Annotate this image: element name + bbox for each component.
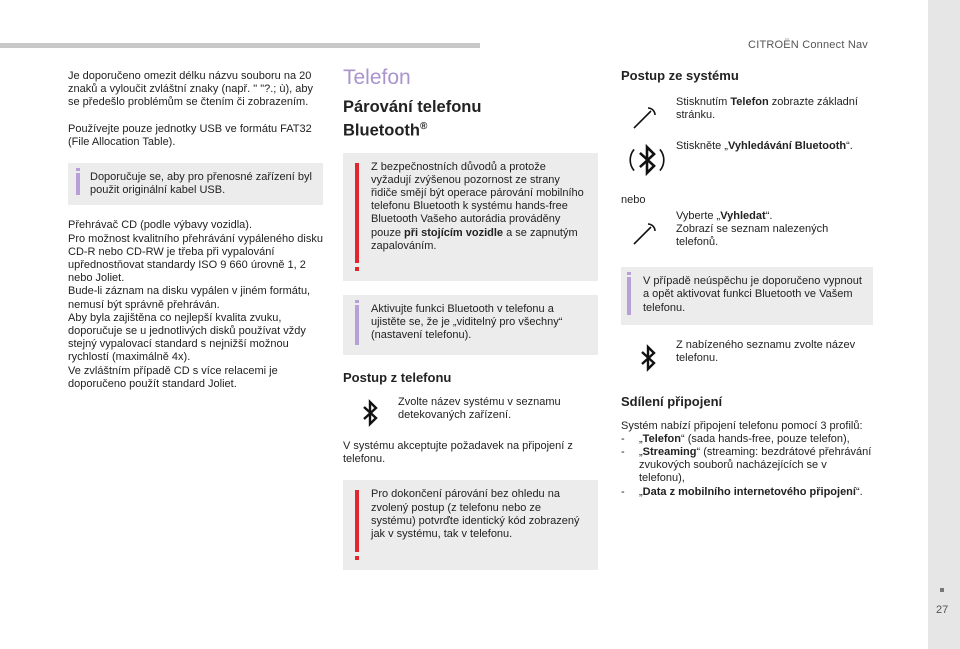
pairing-heading-text: Párování telefonu Bluetooth (343, 98, 482, 140)
step-text-bold: Telefon (730, 96, 769, 108)
list-text-part: „ (639, 485, 643, 498)
step-text-part: Stisknutím (676, 96, 731, 108)
list-item (621, 433, 873, 446)
pairing-heading (343, 98, 533, 141)
list-text-bold: Data z mobilního internetového připojení (642, 485, 856, 498)
page-number: 27 (936, 604, 949, 616)
list-dash: - (621, 432, 625, 445)
column-3 (621, 68, 873, 499)
usb-cable-note (68, 163, 323, 205)
brand-name: CITROËN Connect Nav (748, 39, 868, 51)
warning-text-part: Z bezpečnostních důvodů a protože vyžadují zvýšenou pozornost ze strany řidiče smějí být operace párování mobilního telefonu Bluetooth k systému hands-free Bluetooth Vašeho autorádia prováděny pouze (371, 160, 584, 239)
phone-procedure-heading: Postup z telefonu (343, 369, 452, 385)
profiles-paragraph: Systém nabízí připojení telefonu pomocí 3 profilů: (621, 419, 863, 432)
pairing-code-text: Pro dokončení párování bez ohledu na zvolený postup (z telefonu nebo ze systému) potvrďte identický kód zobrazený jak v systému, tak v telefonu. (371, 488, 580, 540)
profiles-list (621, 433, 873, 499)
touch-icon (631, 214, 665, 248)
cd-line: Aby byla zajištěna co nejlepší kvalita zvuku, doporučuje se u jednotlivých disků používat vždy stejný vypalovací standard s nejnižší možnou rychlostí (maximálně 4x). (68, 311, 306, 364)
end-marker (940, 588, 944, 592)
usb-name-paragraph: Je doporučeno omezit délku názvu souboru na 20 znaků a vyloučit zvláštní znaky (např. " "?.; ù), aby se předešlo problémům se čtením či zobrazením. (68, 70, 314, 109)
system-step-telefon-text (676, 96, 873, 122)
step-text-part: zobrazte základní stránku. (676, 96, 858, 122)
registered-mark: ® (419, 121, 428, 132)
system-step-select-text: Z nabízeného seznamu zvolte název telefonu. (676, 339, 856, 365)
list-text-part: “ (streaming: bezdrátové přehrávání zvukových souborů nacházejících se v telefonu), (639, 446, 872, 485)
info-marker-icon (76, 173, 80, 195)
list-text-part: „ (639, 446, 643, 459)
list-text-part: „ (639, 432, 643, 445)
warning-marker-icon (355, 163, 359, 263)
list-text-bold: Streaming (642, 446, 697, 459)
step-text-part: “. (765, 209, 773, 222)
step-text-bold: Vyhledávání Bluetooth (727, 140, 847, 153)
safety-warning (343, 153, 598, 281)
cd-line: Přehrávač CD (podle výbavy vozidla). (68, 219, 253, 232)
usb-cable-note-text: Doporučuje se, aby pro přenosné zařízení byl použit originální kabel USB. (90, 171, 312, 197)
cd-line: Ve zvláštním případě CD s více relacemi je doporučeno použít standard Joliet. (68, 364, 278, 390)
column-2 (343, 66, 598, 570)
system-step-find-text (676, 210, 873, 223)
system-step-find (621, 210, 873, 250)
list-item-text (639, 486, 863, 499)
system-step-search (621, 138, 873, 190)
phone-step-text: Zvolte název systému v seznamu detekovaných zařízení. (398, 395, 561, 421)
list-dash: - (621, 485, 625, 498)
list-text-bold: Telefon (642, 432, 681, 445)
safety-warning-text (371, 161, 588, 253)
step-text-bold: Vyhledat (720, 209, 766, 222)
column-1 (68, 70, 323, 391)
list-item-text (639, 446, 873, 486)
cd-line: Pro možnost kvalitního přehrávání vypáleného disku CD-R nebo CD-RW je třeba při vypalování upřednostňovat standardy ISO 9 660 úrovně 1, 2 nebo Joliet. (68, 232, 323, 285)
phone-step (343, 396, 598, 422)
list-item-text (639, 433, 850, 446)
system-step-search-text (676, 138, 873, 153)
bluetooth-visibility-note (343, 295, 598, 355)
step-text-part: Stiskněte „ (676, 140, 728, 153)
list-text-part: “. (855, 485, 863, 498)
connection-sharing-heading: Sdílení připojení (621, 393, 723, 409)
cd-paragraph (68, 219, 323, 391)
list-item (621, 486, 873, 499)
warning-marker-icon (355, 490, 359, 552)
section-title: Telefon (343, 66, 411, 89)
or-label: nebo (621, 194, 646, 207)
bluetooth-visibility-text: Aktivujte funkci Bluetooth v telefonu a ujistěte se, že je „viditelný pro všechny“ (nastavení telefonu). (371, 302, 563, 341)
system-step-telefon (621, 96, 873, 122)
bluetooth-icon (631, 341, 665, 375)
failure-note (621, 267, 873, 325)
failure-note-text: V případě neúspěchu je doporučeno vypnout a opět aktivovat funkci Bluetooth ve Vašem telefonu. (643, 275, 862, 314)
pairing-code-warning (343, 480, 598, 570)
header-rule (0, 43, 480, 48)
step-text-part: “. (846, 140, 853, 153)
info-marker-icon (627, 277, 631, 315)
bluetooth-search-icon (627, 140, 667, 180)
list-dash: - (621, 446, 625, 459)
cd-line: Bude-li záznam na disku vypálen v jiném formátu, nemusí být správně přehráván. (68, 285, 311, 311)
info-marker-icon (355, 305, 359, 345)
system-step-select (621, 339, 873, 365)
bluetooth-icon (353, 396, 387, 430)
side-strip (928, 0, 960, 649)
list-item (621, 446, 873, 486)
step-text-part: Vyberte „ (676, 209, 721, 222)
warning-text-part: a se zapnutým zapalováním. (371, 226, 578, 252)
system-step-find-line2: Zobrazí se seznam nalezených telefonů. (676, 222, 829, 249)
touch-icon (631, 98, 665, 132)
accept-request-paragraph: V systému akceptujte požadavek na připojení z telefonu. (343, 439, 573, 466)
warning-text-bold: při stojícím vozidle (404, 226, 504, 239)
system-procedure-heading: Postup ze systému (621, 68, 739, 83)
list-text-part: “ (sada hands-free, pouze telefon), (680, 432, 850, 445)
usb-format-paragraph: Používejte pouze jednotky USB ve formátu FAT32 (File Allocation Table). (68, 122, 312, 148)
